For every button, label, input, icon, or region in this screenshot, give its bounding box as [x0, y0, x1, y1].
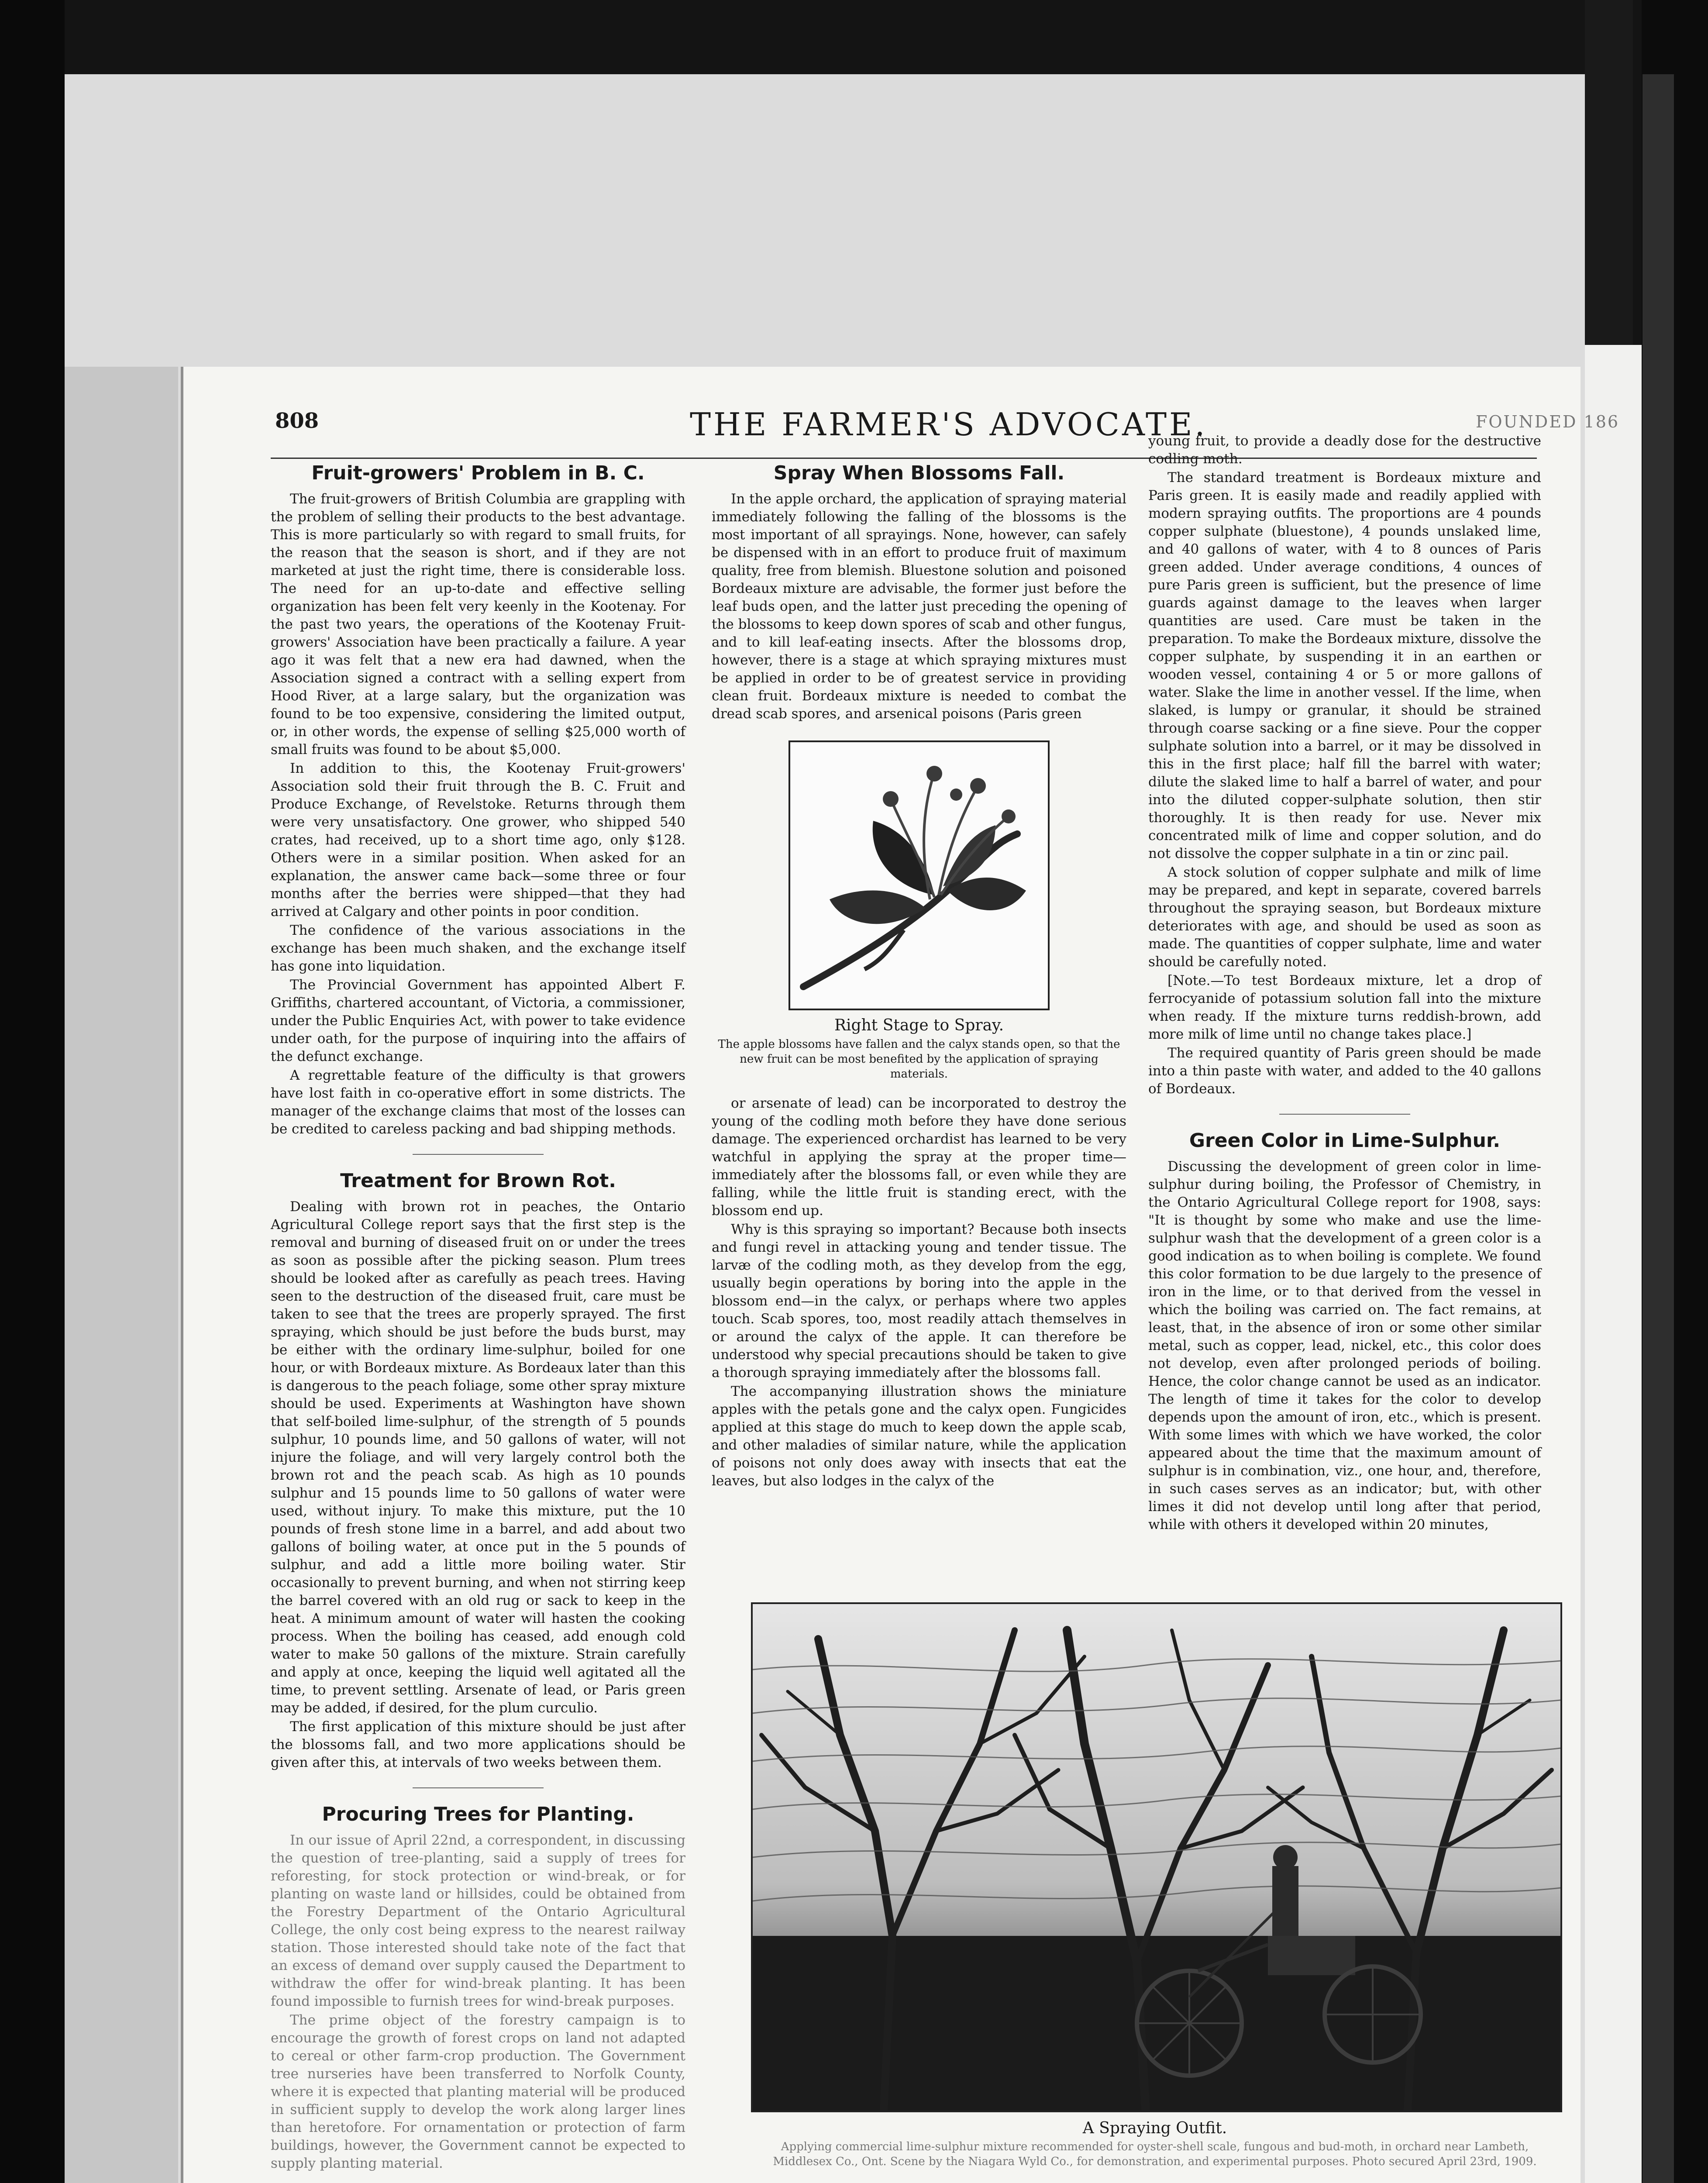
blossom-branch-image: [790, 742, 1048, 1009]
newspaper-page: [183, 367, 1620, 2183]
heading-procuring-trees: Procuring Trees for Planting.: [322, 1803, 634, 1825]
blossom-illustration: [789, 740, 1050, 1010]
orchard-photo-image: [753, 1604, 1560, 2111]
page-gutter-shadow: [65, 367, 178, 2183]
paragraph: The fruit-growers of British Columbia are grappling with the problem of selling their products to the best advantage. This is more particularly so with regard to small fruits, for the reason that the season is short, and if they are not marketed at just the right time, there is considerable loss. The need for an up-to-date and effective selling organization has been felt very keenly in the Kootenay. For the past two years, the operations of the Kootenay Fruit-growers' Association have been practically a failure. A year ago it was felt that a new era had dawned, when the Association signed a contract with a selling expert from Hood River, at a large salary, but the organization was found to be too expensive, considering the limited output, or, in other words, the expense of selling $25,000 worth of small fruits was found to be about $5,000.: [271, 491, 685, 758]
left-film-band: [0, 0, 65, 2183]
paragraph: A regrettable feature of the difficulty is that growers have lost faith in co-operative effort in some districts. The manager of the exchange claims that most of the losses can be credited to careless packing and bad shipping methods.: [271, 1067, 685, 1137]
masthead-title: THE FARMER'S ADVOCATE.: [690, 406, 1208, 443]
paragraph: The first application of this mixture should be just after the blossoms fall, and two more applications should be given after this, at intervals of two weeks between them.: [271, 1719, 685, 1770]
column-right: [1148, 432, 1541, 1535]
heading-green-color: Green Color in Lime-Sulphur.: [1189, 1129, 1501, 1152]
right-film-edge: [1643, 74, 1674, 2183]
figure-title: Right Stage to Spray.: [834, 1016, 1004, 1034]
paragraph: Discussing the development of green color in lime-sulphur during boiling, the Professor of Chemistry, in the Ontario Agricultural College report for 1908, says: "It is thought by some who make and use the lime-sulphur wash that the development of a green color is a good indication as to when boiling is complete. We found this color formation to be due largely to the presence of iron in the lime, or to that derived from the vessel in which the boiling was carried on. The fact remains, at least, that, in the absence of iron or some other similar metal, such as copper, lead, nickel, etc., this color does not develop, even after prolonged periods of boiling. Hence, the color change cannot be used as an indicator. The length of time it takes for the color to develop depends upon the amount of iron, etc., which is present. With some limes with which we have worked, the color appeared about the time that the maximum amount of sulphur is in combination, viz., one hour, and, therefore, in such cases serves as an indicator; but, with other limes it did not develop until long after that period, while with others it developed within 20 minutes,: [1148, 1159, 1541, 1532]
paragraph: A stock solution of copper sulphate and milk of lime may be prepared, and kept in separate, covered barrels throughout the spraying season, but Bordeaux mixture deteriorates with age, and should be used as soon as made. The quantities of copper sulphate, lime and water should be carefully noted.: [1148, 864, 1541, 970]
paragraph: In addition to this, the Kootenay Fruit-growers' Association sold their fruit through the B. C. Fruit and Produce Exchange, of Revelstoke. Returns through them were very unsatisfactory. One grower, who shipped 540 crates, had received, up to a short time ago, only $128. Others were in a similar position. When asked for an explanation, the answer came back—some three or four months after the berries were shipped—that they had arrived at Calgary and other points in poor condition.: [271, 761, 685, 919]
paragraph: The Provincial Government has appointed Albert F. Griffiths, chartered accountant, of Victoria, a commissioner, under the Public Enquiries Act, with power to take evidence under oath, for the purpose of inquiring into the affairs of the defunct exchange.: [271, 977, 685, 1064]
figure-caption: The apple blossoms have fallen and the calyx stands open, so that the new fruit can be most benefited by the application of spraying materials.: [718, 1038, 1120, 1081]
founded-note: FOUNDED 186: [1476, 412, 1620, 431]
page-number: 808: [275, 409, 319, 433]
paragraph: The prime object of the forestry campaign is to encourage the growth of forest crops on land not adapted to cereal or other farm-crop production. The Government tree nurseries have been transferred to Norfolk County, where it is expected that planting material will be produced in sufficient supply to develop the work along larger lines than heretofore. For ornamentation or protection of farm buildings, however, the Government cannot be expected to supply planting material.: [271, 2012, 685, 2171]
paragraph: Why is this spraying so important? Because both insects and fungi revel in attacking young and tender tissue. The larvæ of the codling moth, as they develop from the egg, usually begin operations by boring into the apple in the blossom end—in the calyx, or perhaps where two apples touch. Scab spores, too, most readily attach themselves in or around the calyx of the apple. It can therefore be understood why special precautions should be taken to give a thorough spraying immediately after the blossoms fall.: [712, 1222, 1126, 1381]
spraying-outfit-photo: [751, 1602, 1562, 2112]
paragraph: young fruit, to provide a deadly dose for the destructive codling moth.: [1148, 433, 1541, 467]
heading-brown-rot: Treatment for Brown Rot.: [340, 1170, 616, 1192]
heading-spray-blossoms: Spray When Blossoms Fall.: [773, 462, 1065, 484]
paragraph: Dealing with brown rot in peaches, the Ontario Agricultural College report says that the first step is the removal and burning of diseased fruit on or under the trees as soon as possible after the picking season. Plum trees should be looked after as carefully as peach trees. Having seen to the destruction of the diseased fruit, care must be taken to see that the trees are properly sprayed. The first spraying, which should be just before the buds burst, may be either with the ordinary lime-sulphur, boiled for one hour, or with Bordeaux mixture. As Bordeaux later than this is dangerous to the peach foliage, some other spray mixture should be used. Experiments at Washington have shown that self-boiled lime-sulphur, of the strength of 5 pounds sulphur, 10 pounds lime, and 50 gallons of water, will not injure the foliage, and will very largely control both the brown rot and the peach scab. As high as 10 pounds sulphur and 15 pounds lime to 50 gallons of water were used, without injury. To make this mixture, put the 10 pounds of fresh stone lime in a barrel, and add about two gallons of boiling water, at once put in the 5 pounds of sulphur, and add a little more boiling water. Stir occasionally to prevent burning, and when not stirring keep the barrel covered with an old rug or sack to keep in the heat. A minimum amount of water will hasten the cooking process. When the boiling has ceased, add enough cold water to make 50 gallons of the mixture. Strain carefully and apply at once, keeping the liquid well agitated all the time, to prevent settling. Arsenate of lead, or Paris green may be added, if desired, for the plum curculio.: [271, 1199, 685, 1716]
paragraph: or arsenate of lead) can be incorporated to destroy the young of the codling moth before they have done serious damage. The experienced orchardist has learned to be very watchful in applying the spray at the proper time—immediately after the blossoms fall, or even while they are falling, while the little fruit is standing erect, with the blossom end up.: [712, 1095, 1126, 1219]
photo-caption: Applying commercial lime-sulphur mixture recommended for oyster-shell scale, fungous and bud-moth, in orchard near Lambeth, Middlesex Co., Ont. Scene by the Niagara Wyld Co., for demonstration, and experimental purposes. Photo secured April 23rd, 1909.: [773, 2140, 1537, 2168]
paragraph: [Note.—To test Bordeaux mixture, let a drop of ferrocyanide of potassium solution fall into the mixture when ready. If the mixture turns reddish-brown, add more milk of lime until no change takes place.]: [1148, 973, 1541, 1042]
paragraph: The accompanying illustration shows the miniature apples with the petals gone and the calyx open. Fungicides applied at this stage do much to keep down the apple scab, and other maladies of similar nature, while the application of poisons not only does away with insects that eat the leaves, but also lodges in the calyx of the: [712, 1384, 1126, 1489]
column-left: [271, 458, 685, 2173]
paragraph: The standard treatment is Bordeaux mixture and Paris green. It is easily made and readily applied with modern spraying outfits. The proportions are 4 pounds copper sulphate (bluestone), 4 pounds unslaked lime, and 40 gallons of water, with 4 to 8 ounces of Paris green added. Under average conditions, 4 ounces of pure Paris green is sufficient, but the presence of lime guards against damage to the leaves when larger quantities are used. Care must be taken in the preparation. To make the Bordeaux mixture, dissolve the copper sulphate, by suspending it in an earthen or wooden vessel, containing 4 or 5 or more gallons of water. Slake the lime in another vessel. If the lime, when slaked, is lumpy or granular, it should be strained through coarse sacking or a fine sieve. Pour the copper sulphate solution into a barrel, or it may be dissolved in this in the first place; half fill the barrel with water; dilute the slaked lime to half a barrel of water, and pour into the diluted copper-sulphate solution, then stir thoroughly. It is then ready for use. Never mix concentrated milk of lime and copper solution, and do not dissolve the copper sulphate in a tin or zinc pail.: [1148, 470, 1541, 861]
photo-title: A Spraying Outfit.: [1082, 2119, 1227, 2137]
section-divider: [413, 1154, 544, 1155]
heading-fruit-growers: Fruit-growers' Problem in B. C.: [311, 462, 645, 484]
paragraph: The confidence of the various associations in the exchange has been much shaken, and the exchange itself has gone into liquidation.: [271, 923, 685, 974]
paragraph: In the apple orchard, the application of spraying material immediately following the falling of the blossoms is the most important of all sprayings. None, however, can safely be dispensed with in an effort to produce fruit of maximum quality, free from blemish. Bluestone solution and poisoned Bordeaux mixture are advisable, the former just before the leaf buds open, and the latter just preceding the opening of the blossoms to keep down spores of scab and other fungus, and to kill leaf-eating insects. After the blossoms drop, however, there is a stage at which spraying mixtures must be applied in order to be of greatest service in providing clean fruit. Bordeaux mixture is needed to combat the dread scab spores, and arsenical poisons (Paris green: [712, 491, 1126, 722]
adjacent-page-edge: [1585, 345, 1642, 2183]
paragraph: In our issue of April 22nd, a correspondent, in discussing the question of tree-planting, said a supply of trees for reforesting, for stock protection or wind-break, or for planting on waste land or hillsides, could be obtained from the Forestry Department of the Ontario Agricultural College, the only cost being express to the nearest railway station. Those interested should take note of the fact that an excess of demand over supply caused the Department to withdraw the offer for wind-break planting. It has been found impossible to furnish trees for wind-break purposes.: [271, 1832, 685, 2009]
section-divider: [1279, 1114, 1410, 1115]
section-divider: [413, 1787, 544, 1788]
paragraph: The required quantity of Paris green should be made into a thin paste with water, and added to the 40 gallons of Bordeaux.: [1148, 1045, 1541, 1097]
column-middle: [712, 458, 1126, 1491]
